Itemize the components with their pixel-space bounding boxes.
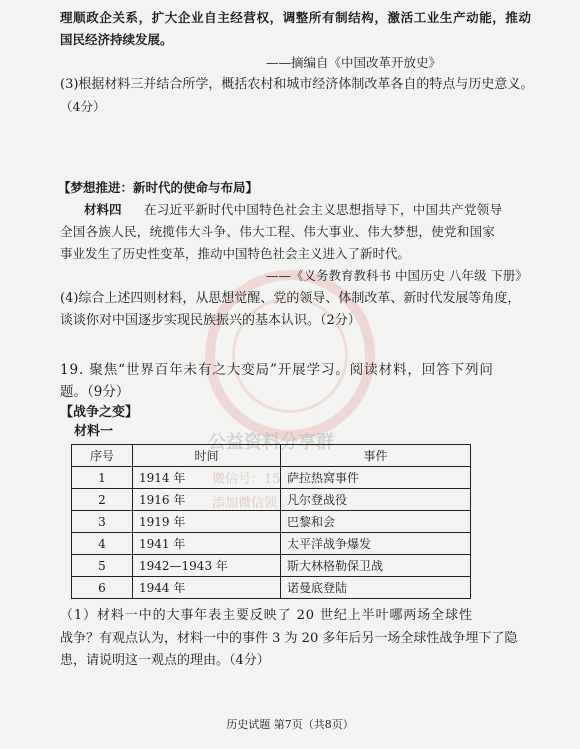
- question-3-line1: (3)根据材料三并结合所学，概括农村和城市经济体制改革各自的特点与历史意义。: [60, 77, 534, 92]
- material4-label: 材料四: [84, 202, 122, 217]
- events-table: [71, 444, 471, 599]
- question-4-line1: (4)综合上述四则材料，从思想觉醒、党的领导、体制改革、新时代发展等角度，: [60, 291, 521, 306]
- section-heading: 【梦想推进：新时代的使命与布局】: [58, 180, 259, 195]
- war-section-heading: 【战争之变】: [60, 405, 139, 420]
- header-event: 事件: [281, 445, 471, 467]
- cell-event: 斯大林格勒保卫战: [281, 555, 471, 577]
- cell-time: 1914 年: [133, 467, 281, 489]
- header-index: 序号: [72, 445, 133, 467]
- question-3-line2: （4分）: [60, 99, 106, 114]
- question-19-1-line3: 患，请说明这一观点的理由。（4分）: [60, 653, 270, 668]
- watermark-add: 添加微信领: [212, 496, 278, 511]
- table-header-row: [72, 445, 471, 467]
- table-row: [72, 511, 471, 533]
- cell-event: 太平洋战争爆发: [281, 533, 471, 555]
- cell-event: 诺曼底登陆: [281, 577, 471, 599]
- material1-label: 材料一: [74, 424, 114, 439]
- header-time: 时间: [133, 445, 281, 467]
- cell-event: 萨拉热窝事件: [281, 467, 471, 489]
- material3-tail-line1: 理顺政企关系，扩大企业自主经营权，调整所有制结构，激活工业生产动能，推动: [60, 10, 532, 25]
- cell-event: 巴黎和会: [281, 511, 471, 533]
- cell-index: 3: [72, 511, 133, 533]
- table-row: [72, 555, 471, 577]
- cell-index: 2: [72, 489, 133, 511]
- material4-line1: 在习近平新时代中国特色社会主义思想指导下，中国共产党领导: [144, 202, 503, 217]
- table-row: [72, 467, 471, 489]
- material4-line3: 事业发生了历史性变革，推动中国特色社会主义进入了新时代。: [60, 246, 411, 261]
- cell-index: 1: [72, 467, 133, 489]
- page-footer: 历史试题 第7页（共8页）: [226, 718, 354, 731]
- question-19-line1: 19. 聚焦“世界百年未有之大变局”开展学习。阅读材料，回答下列问: [60, 362, 494, 378]
- question-19-line2: 题。（9分）: [60, 384, 130, 400]
- cell-index: 5: [72, 555, 133, 577]
- watermark-wechat: 微信号：15: [212, 472, 281, 487]
- cell-time: 1942—1943 年: [133, 555, 281, 577]
- material4-source: ——《义务教育教科书 中国历史 八年级 下册》: [266, 268, 528, 283]
- question-4-line2: 谈谈你对中国逐步实现民族振兴的基本认识。（2分）: [60, 313, 361, 328]
- table-row: [72, 489, 471, 511]
- question-19-1-line1: （1）材料一中的大事年表主要反映了 20 世纪上半叶哪两场全球性: [60, 608, 473, 623]
- table-row: [72, 577, 471, 599]
- material3-tail-line2: 国民经济持续发展。: [60, 32, 173, 47]
- table-row: [72, 533, 471, 555]
- cell-index: 4: [72, 533, 133, 555]
- cell-time: 1919 年: [133, 511, 281, 533]
- cell-time: 1941 年: [133, 533, 281, 555]
- cell-index: 6: [72, 577, 133, 599]
- cell-time: 1944 年: [133, 577, 281, 599]
- material4-line2: 全国各族人民，统揽伟大斗争、伟大工程、伟大事业、伟大梦想，使党和国家: [60, 224, 496, 239]
- material3-source: ——摘编自《中国改革开放史》: [266, 55, 442, 70]
- cell-event: 凡尔登战役: [281, 489, 471, 511]
- watermark-text: 公益资料分享群: [208, 432, 334, 453]
- question-19-1-line2: 战争？有观点认为，材料一中的事件 3 为 20 多年后另一场全球性战争埋下了隐: [60, 631, 518, 646]
- cell-time: 1916 年: [133, 489, 281, 511]
